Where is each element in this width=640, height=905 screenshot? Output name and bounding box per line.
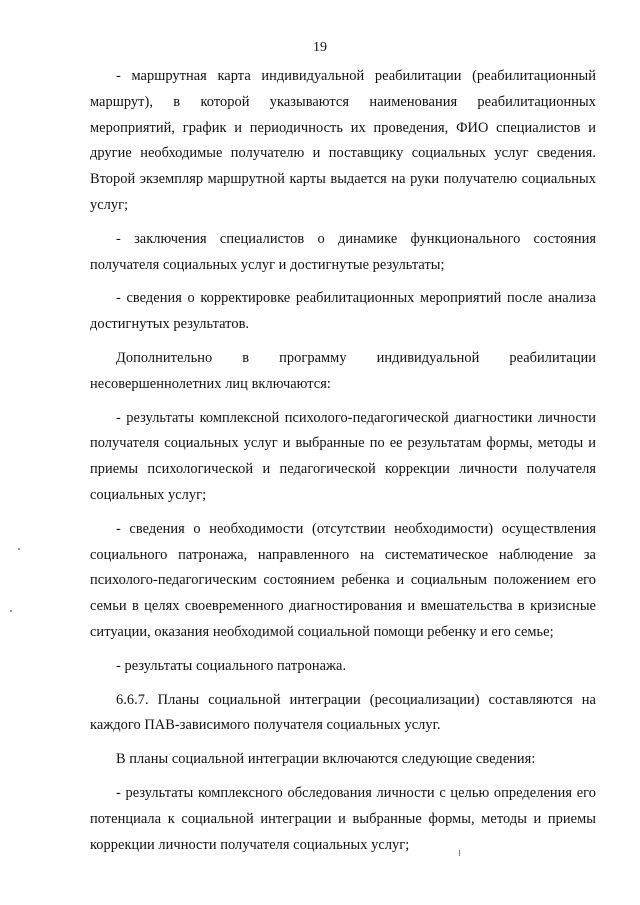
paragraph-correction-info: - сведения о корректировке реабилитационных мероприятий после анализа достигнутых результатов. [90, 290, 596, 333]
paragraph-integration-plans: 6.6.7. Планы социальной интеграции (ресоциализации) составляются на каждого ПАВ-зависимого получателя социальных услуг. [90, 691, 596, 734]
paragraph-diagnostics-results: - результаты комплексной психолого-педагогической диагностики личности получателя социальных услуг и выбранные по ее результатам формы, методы и приемы психологической и педагогической коррекции личности получателя социальных услуг; [90, 409, 596, 503]
paragraph-minors-additional: Дополнительно в программу индивидуальной реабилитации несовершеннолетних лиц включаются: [90, 349, 596, 392]
paragraph-route-map: - маршрутная карта индивидуальной реабилитации (реабилитационный маршрут), в которой указываются наименования реабилитационных мероприятий, график и периодичность их проведения, ФИО специалистов и другие необходимые получателю и поставщику социальных услуг сведения. Второй экземпляр маршрутной карты выдается на руки получателю социальных услуг; [90, 68, 596, 213]
scan-speck [10, 610, 12, 612]
paragraph-examination-results: - результаты комплексного обследования личности с целью определения его потенциала к социальной интеграции и выбранные формы, методы и приемы коррекции личности получателя социальных услуг; [90, 784, 596, 853]
paragraph-social-patronage-need: - сведения о необходимости (отсутствии необходимости) осуществления социального патронажа, направленного на систематическое наблюдение за психолого-педагогическим состоянием ребенка и социальным положением его семьи в целях своевременного диагностирования и вмешательства в кризисные ситуации, оказания необходимой социальной помощи ребенку и его семье; [90, 520, 596, 640]
paragraph-patronage-results: - результаты социального патронажа. [116, 657, 347, 674]
document-body [90, 64, 596, 858]
scan-speck [18, 548, 20, 550]
paragraph-specialist-conclusions: - заключения специалистов о динамике функционального состояния получателя социальных услуг и достигнутые результаты; [90, 230, 596, 273]
paragraph-integration-contents: В планы социальной интеграции включаются следующие сведения: [116, 751, 536, 768]
page-number: 19 [313, 40, 327, 55]
scan-speck [459, 850, 460, 856]
